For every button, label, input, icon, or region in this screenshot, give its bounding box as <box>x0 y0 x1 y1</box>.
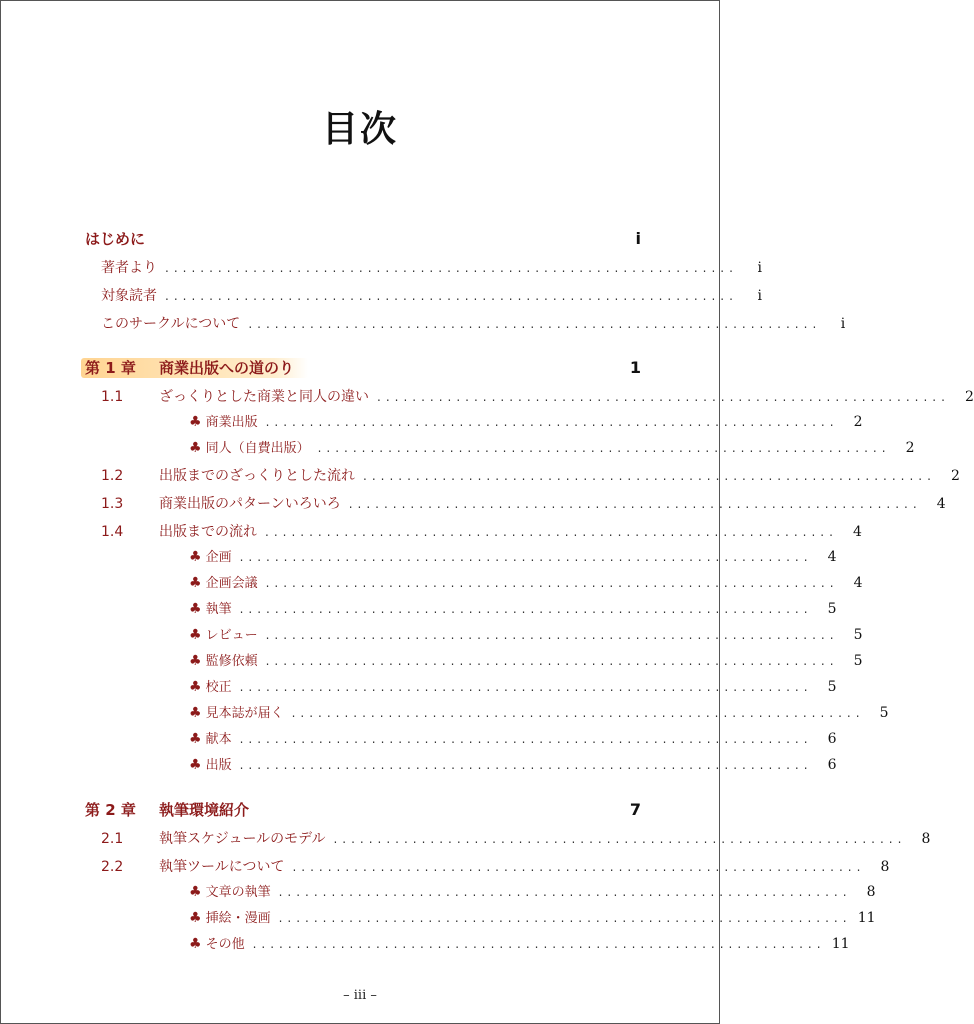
toc-page-number: 1 <box>629 358 641 377</box>
page-footer-number: – iii – <box>343 988 377 1003</box>
toc-item[interactable]: 著者より ................................................................. i <box>101 260 762 276</box>
club-icon: ♣ <box>189 440 202 456</box>
leader-dots: ................................................................. <box>265 628 839 642</box>
club-icon: ♣ <box>189 705 202 721</box>
club-icon: ♣ <box>189 757 202 773</box>
leader-dots: ................................................................. <box>248 317 822 331</box>
chapter-highlight <box>81 358 308 378</box>
toc-chapter-label: 執筆環境紹介 <box>159 801 250 819</box>
club-icon: ♣ <box>189 731 202 747</box>
club-icon: ♣ <box>189 679 202 695</box>
club-icon: ♣ <box>189 910 202 926</box>
leader-dots: ................................................................. <box>333 832 907 846</box>
club-icon: ♣ <box>189 884 202 900</box>
toc-item[interactable]: このサークルについて ................................................................. i <box>101 316 846 332</box>
table-of-contents <box>85 229 974 955</box>
section-1-4-subsections <box>85 542 889 776</box>
toc-chapter-label: はじめに <box>85 230 146 248</box>
leader-dots: ................................................................. <box>291 706 865 720</box>
leader-dots: ................................................................. <box>317 441 891 455</box>
toc-subsection[interactable]: ♣ 商業出版 ................................................................. 2 <box>189 414 863 430</box>
toc-page-number: i <box>635 229 641 248</box>
toc-subsection[interactable]: ♣ 文章の執筆 ................................................................. 8 <box>189 884 876 900</box>
page-title: 目次 <box>321 109 398 150</box>
toc-section-1-3[interactable]: 1.3 商業出版のパターンいろいろ ................................................................. 4 <box>101 496 946 512</box>
club-icon: ♣ <box>189 627 202 643</box>
leader-dots: ................................................................. <box>348 497 922 511</box>
club-icon: ♣ <box>189 414 202 430</box>
toc-subsection[interactable]: ♣ 見本誌が届く ................................................................. 5 <box>189 705 889 721</box>
toc-subsection[interactable]: ♣ 企画会議 ................................................................. 4 <box>189 575 863 591</box>
leader-dots: ................................................................. <box>239 602 813 616</box>
toc-chapter-intro[interactable] <box>85 229 641 250</box>
toc-section-1-2[interactable]: 1.2 出版までのざっくりとした流れ ................................................................. 2 <box>101 468 960 484</box>
chapter-number: 第 1 章 <box>85 359 136 377</box>
toc-subsection[interactable]: ♣ 監修依頼 ................................................................. 5 <box>189 653 863 669</box>
leader-dots: ................................................................. <box>165 289 738 303</box>
toc-subsection[interactable]: ♣ その他 ................................................................. 11 <box>189 936 850 952</box>
leader-dots: ................................................................. <box>265 415 839 429</box>
toc-item[interactable]: 対象読者 ................................................................. i <box>101 288 762 304</box>
toc-section-1-1[interactable]: 1.1 ざっくりとした商業と同人の違い ................................................................. 2 <box>101 389 974 405</box>
leader-dots: ................................................................. <box>265 576 839 590</box>
toc-subsection[interactable]: ♣ 企画 ................................................................. 4 <box>189 549 837 565</box>
club-icon: ♣ <box>189 575 202 591</box>
toc-chapter-2[interactable] <box>85 800 641 821</box>
leader-dots: ................................................................. <box>239 550 813 564</box>
leader-dots: ................................................................. <box>363 469 936 483</box>
toc-section-1-4[interactable]: 1.4 出版までの流れ ................................................................. 4 <box>101 524 862 540</box>
toc-subsection[interactable]: ♣ 献本 ................................................................. 6 <box>189 731 837 747</box>
toc-section-2-1[interactable]: 2.1 執筆スケジュールのモデル ................................................................. 8 <box>101 831 931 847</box>
toc-subsection[interactable]: ♣ 執筆 ................................................................. 5 <box>189 601 837 617</box>
club-icon: ♣ <box>189 549 202 565</box>
toc-subsection[interactable]: ♣ 挿絵・漫画 ................................................................. 11 <box>189 910 876 926</box>
leader-dots: ................................................................. <box>265 525 838 539</box>
leader-dots: ................................................................. <box>278 885 852 899</box>
leader-dots: ................................................................. <box>239 680 813 694</box>
toc-subsection[interactable]: ♣ 出版 ................................................................. 6 <box>189 757 837 773</box>
club-icon: ♣ <box>189 936 202 952</box>
leader-dots: ................................................................. <box>278 911 852 925</box>
toc-subsection[interactable]: ♣ レビュー ................................................................. 5 <box>189 627 863 643</box>
toc-page-number: 7 <box>629 800 641 819</box>
leader-dots: ................................................................. <box>265 654 839 668</box>
chapter-number: 第 2 章 <box>85 801 136 819</box>
leader-dots: ................................................................. <box>239 758 813 772</box>
toc-chapter-1[interactable] <box>85 358 641 379</box>
toc-section-2-2[interactable]: 2.2 執筆ツールについて ................................................................. 8 <box>101 859 890 875</box>
leader-dots: ................................................................. <box>165 261 738 275</box>
leader-dots: ................................................................. <box>239 732 813 746</box>
leader-dots: ................................................................. <box>292 860 866 874</box>
club-icon: ♣ <box>189 601 202 617</box>
club-icon: ♣ <box>189 653 202 669</box>
leader-dots: ................................................................. <box>377 390 950 404</box>
toc-subsection[interactable]: ♣ 同人（自費出版） ................................................................. 2 <box>189 440 915 456</box>
leader-dots: ................................................................. <box>252 937 826 951</box>
toc-subsection[interactable]: ♣ 校正 ................................................................. 5 <box>189 679 837 695</box>
toc-chapter-label: 商業出版への道のり <box>159 359 295 377</box>
